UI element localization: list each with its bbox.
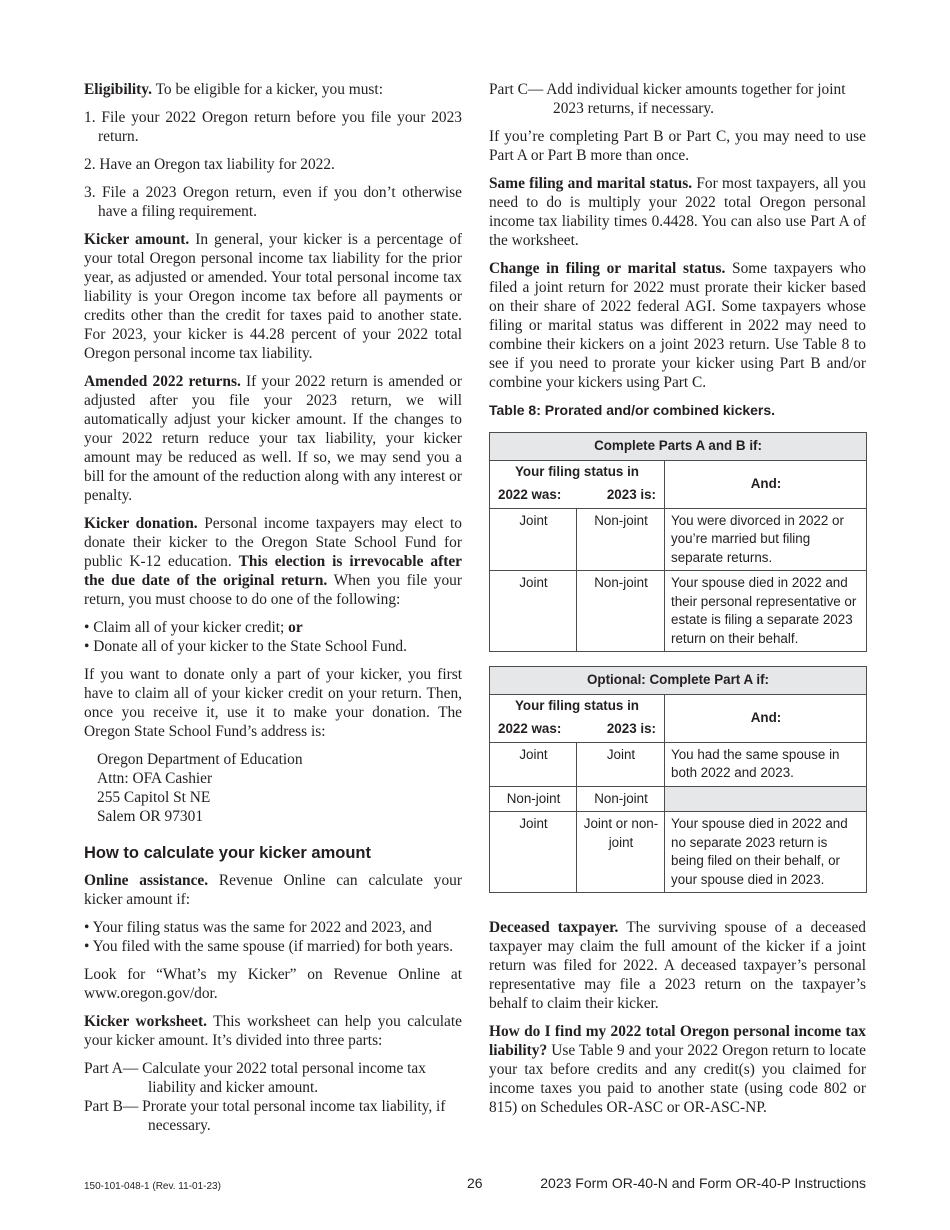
list-item: 2. Have an Oregon tax liability for 2022. [84,156,335,173]
address-line: Attn: OFA Cashier [97,770,213,787]
table-row: Joint Non-joint Your spouse died in 2022 and their personal representative or estate is filing a separate 2023 return on their behalf. [490,571,867,652]
list-item: Part B— Prorate your total personal income tax liability, if necessary. [84,1098,446,1134]
address-line: 255 Capitol St NE [97,789,211,806]
kicker-amount-paragraph: Kicker amount. In general, your kicker is a percentage of your total Oregon personal income tax liability for the prior year, as adjusted or amended. Your total personal income tax liability is your Oregon income tax before all payments or credits other than the credit for taxes paid to another state. For 2023, your kicker is 44.28 percent of your 2022 total Oregon personal income tax liability. [84,231,462,362]
address-line: Oregon Department of Education [97,751,303,768]
list-item: • Your filing status was the same for 2022 and 2023, and [84,919,432,936]
online-assistance-paragraph: Online assistance. Revenue Online can calculate your kicker amount if: [84,872,463,908]
list-item: 3. File a 2023 Oregon return, even if you don’t otherwise have a filing requirement. [84,184,462,220]
left-column [84,80,462,1144]
page-number: 26 [467,1175,483,1191]
table-header: Optional: Complete Part A if: [490,667,867,695]
worksheet-parts-list [84,1059,462,1135]
footer-title: 2023 Form OR-40-N and Form OR-40-P Instructions [540,1175,866,1191]
partial-donation-paragraph: If you want to donate only a part of your kicker, you first have to claim all of your kicker credit on your return. Then, once you receive it, use it to make your donation. The Oregon State School Fund’s address is: [84,666,462,740]
table-row: Joint Joint or non-joint Your spouse died in 2022 and no separate 2023 return is being filed on their behalf, or your spouse died in 2023. [490,812,867,893]
list-item: • Claim all of your kicker credit; or [84,619,303,636]
and-header: And: [665,460,867,508]
school-fund-address [97,750,462,826]
eligibility-intro: Eligibility. To be eligible for a kicker, you must: [84,81,383,98]
revenue-online-paragraph: Look for “What’s my Kicker” on Revenue Online at www.oregon.gov/dor. [84,966,462,1002]
worksheet-part-c [489,80,866,118]
change-status-paragraph: Change in filing or marital status. Some taxpayers who filed a joint return for 2022 must prorate their kicker based on their share of 2022 federal AGI. Some taxpayers whose filing or marital status was different in 2022 may need to combine their kickers on a joint 2023 return. Use Table 8 to see if you need to prorate your kicker using Part B and/or combine your kickers using Part C. [489,260,866,391]
table-header: Complete Parts A and B if: [490,433,867,461]
table-row: Joint Non-joint You were divorced in 2022 or you’re married but filing separate returns. [490,508,867,571]
right-column [489,80,866,1126]
filing-status-header: Your filing status in 2022 was: 2023 is: [490,694,665,742]
eligibility-list [84,108,462,221]
same-status-paragraph: Same filing and marital status. For most taxpayers, all you need to do is multiply your 2022 total Oregon personal income tax liability times 0.4428. You can also use Part A of the worksheet. [489,175,866,249]
deceased-taxpayer-paragraph: Deceased taxpayer. The surviving spouse of a deceased taxpayer may claim the full amount of the kicker if a joint return was filed for 2022. A deceased taxpayer’s personal representative may file a 2023 return on the taxpayer’s behalf to claim their kicker. [489,919,866,1012]
table-row: Non-joint Non-joint [490,786,867,812]
table-caption: Table 8: Prorated and/or combined kickers. [489,402,776,418]
table-row: Joint Joint You had the same spouse in both 2022 and 2023. [490,742,867,786]
online-conditions-list [84,918,462,956]
donation-options-list [84,618,462,656]
parts-note-paragraph: If you’re completing Part B or Part C, you may need to use Part A or Part B more than once. [489,128,866,164]
kicker-donation-paragraph: Kicker donation. Personal income taxpayers may elect to donate their kicker to the Oregon State School Fund for public K-12 education. This election is irrevocable after the due date of the original return. When you file your return, you must choose to do one of the following: [84,515,462,608]
address-line: Salem OR 97301 [97,808,204,825]
list-item: Part A— Calculate your 2022 total personal income tax liability and kicker amount. [84,1060,426,1096]
list-item: • You filed with the same spouse (if married) for both years. [84,938,454,955]
list-item: 1. File your 2022 Oregon return before you file your 2023 return. [84,109,462,145]
filing-status-header: Your filing status in 2022 was: 2023 is: [490,460,665,508]
section-heading: How to calculate your kicker amount [84,844,371,862]
part-a-optional-table [489,666,867,893]
list-item: • Donate all of your kicker to the State School Fund. [84,638,407,655]
page-footer [84,1174,866,1192]
parts-a-b-table [489,432,867,652]
find-liability-paragraph: How do I find my 2022 total Oregon personal income tax liability? Use Table 9 and your 2022 Oregon return to locate your tax before credits and any credit(s) you claimed for income taxes you paid to another state (using code 802 or 815) on Schedules OR-ASC or OR-ASC-NP. [489,1023,866,1116]
amended-returns-paragraph: Amended 2022 returns. If your 2022 return is amended or adjusted after you file your 2023 return, we will automatically adjust your kicker amount. If the changes to your 2022 return reduce your tax liability, your kicker amount may be reduced as well. If so, we may send you a bill for the amount of the reduction along with any interest or penalty. [84,373,462,504]
and-header: And: [665,694,867,742]
list-item: Part C— Add individual kicker amounts together for joint 2023 returns, if necessary. [489,81,846,117]
kicker-worksheet-paragraph: Kicker worksheet. This worksheet can help you calculate your kicker amount. It’s divided into three parts: [84,1013,462,1049]
form-number: 150-101-048-1 (Rev. 11-01-23) [84,1181,221,1192]
